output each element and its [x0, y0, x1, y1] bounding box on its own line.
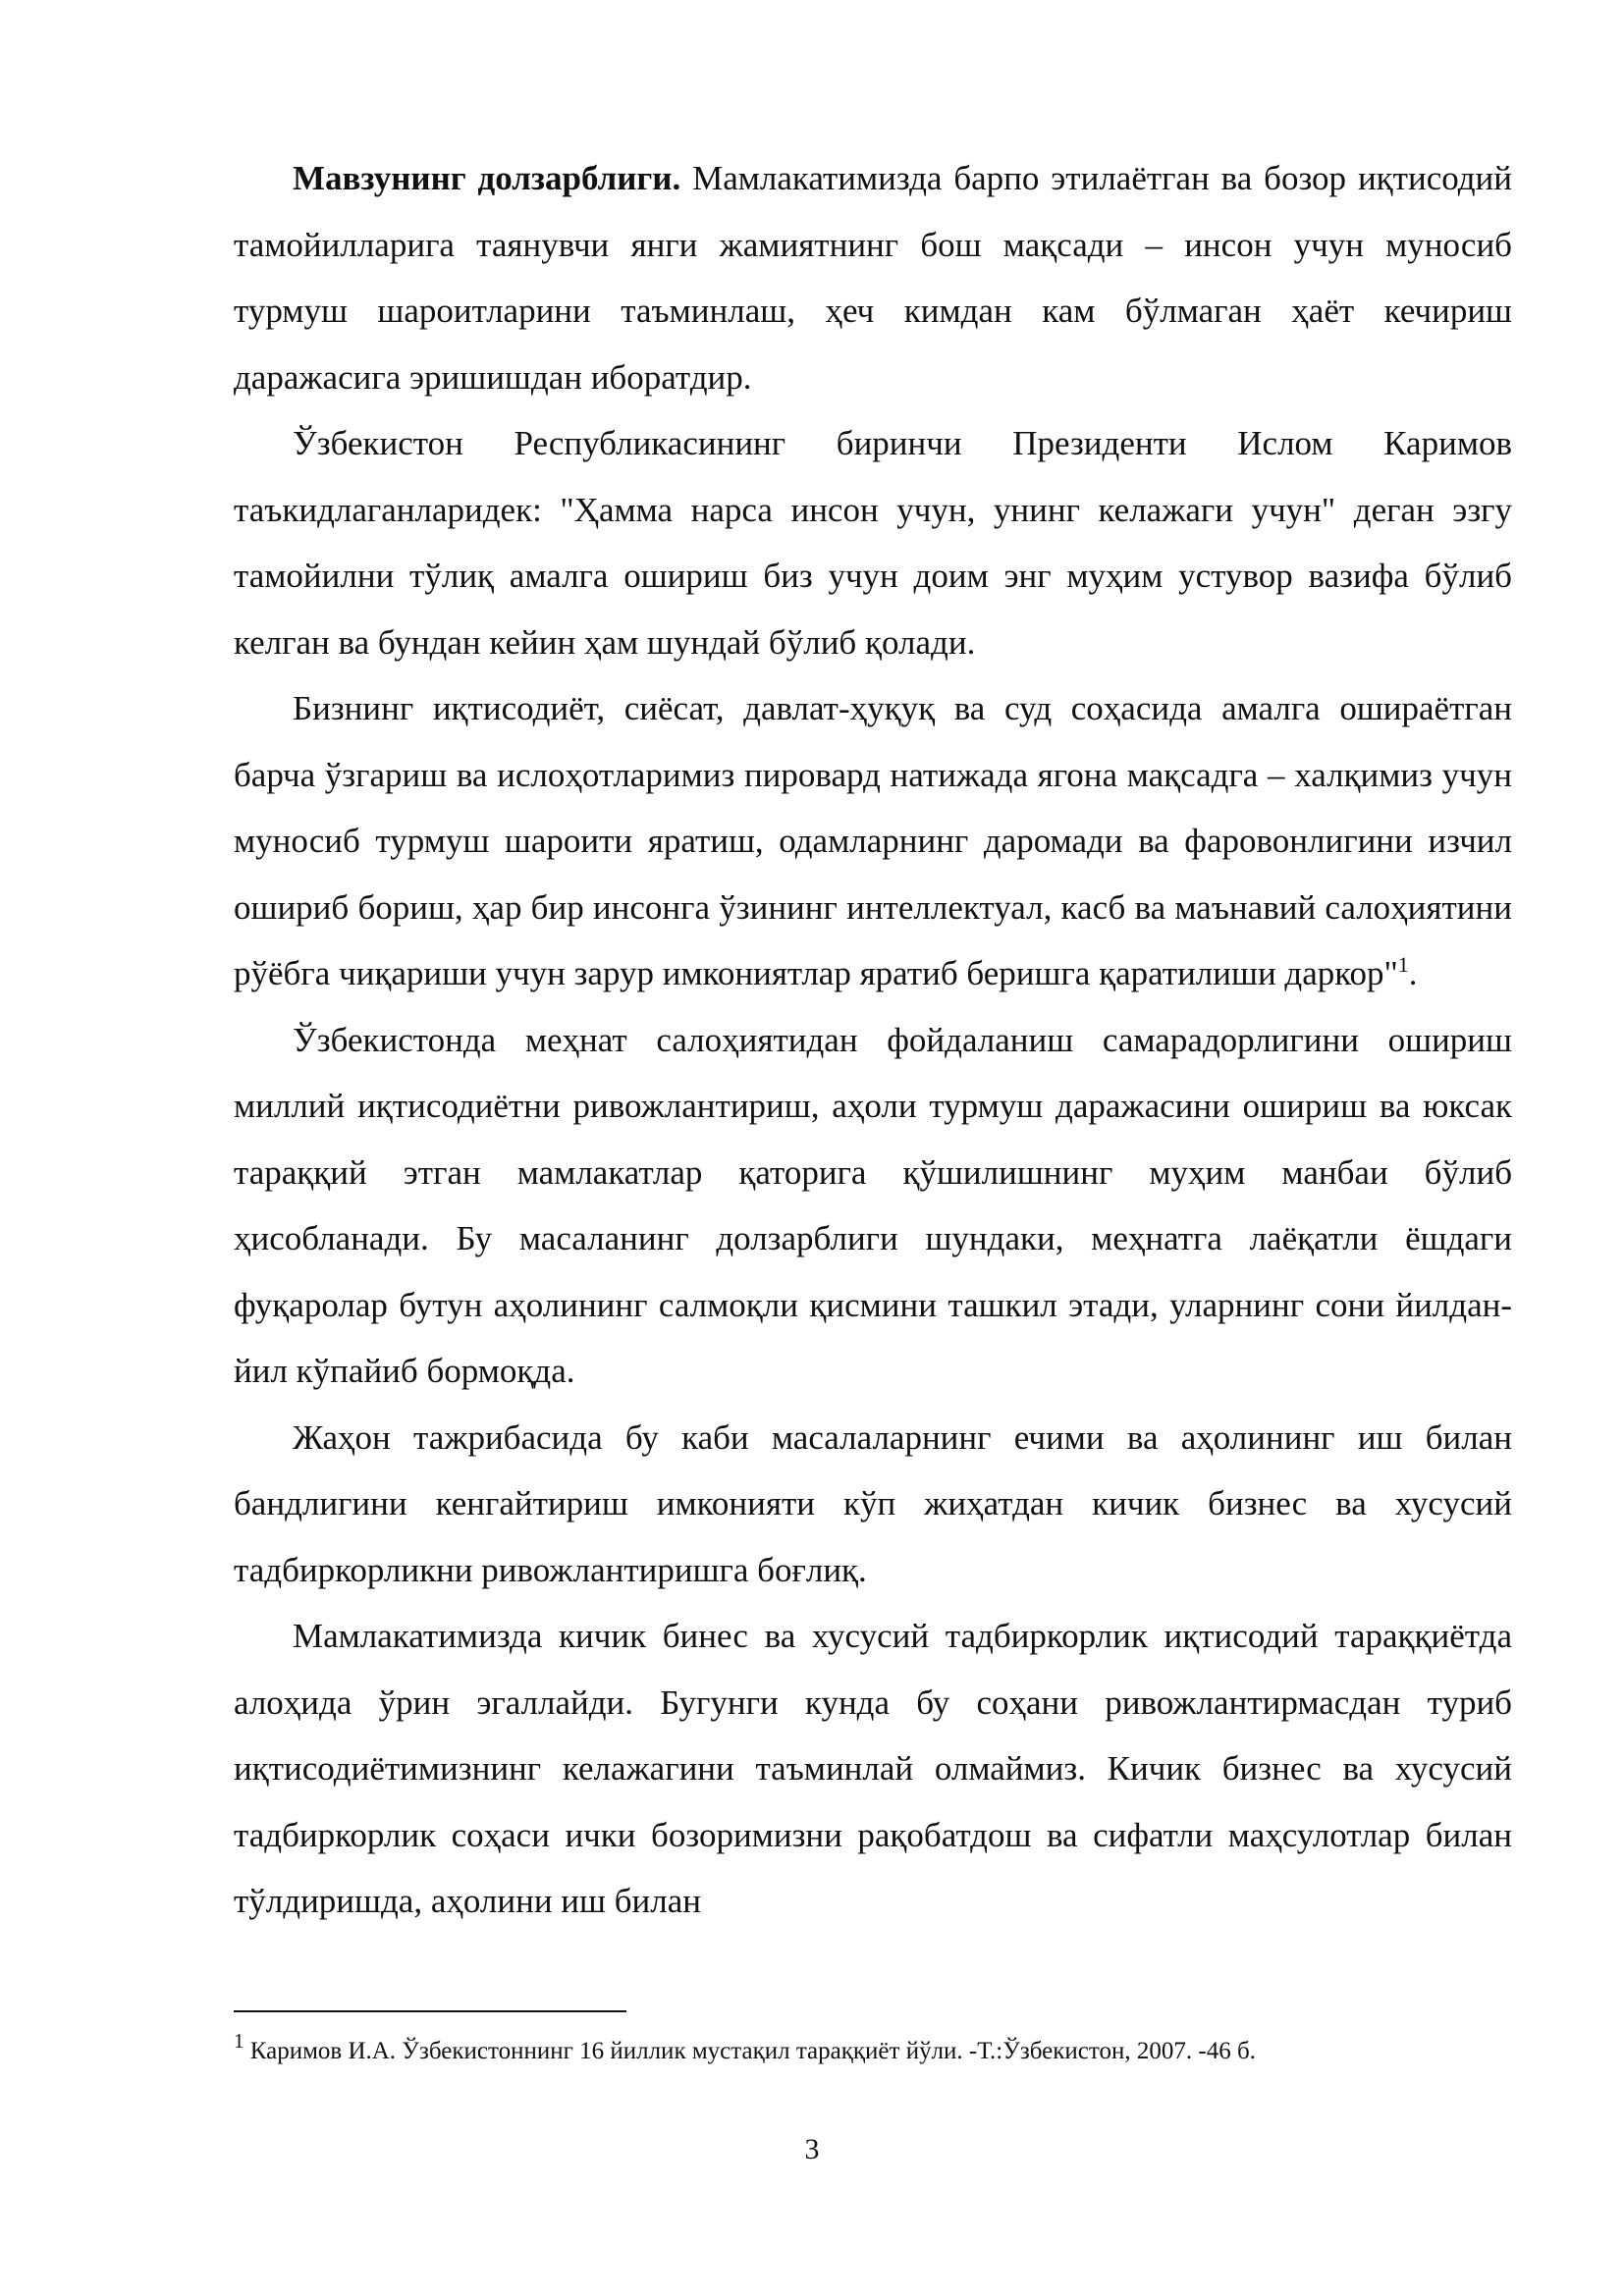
footnote-number: 1 — [234, 2029, 244, 2053]
body-text — [234, 145, 1512, 1935]
paragraph-text: Мамлакатимизда кичик бинес ва хусусий тадбиркорлик иқтисодий тараққиётда алоҳида ўрин эгаллайди. Бугунги кунда бу соҳани ривожлантирмасдан туриб иқтисодиётимизнинг келажагини таъминлай олмаймиз. Кичик бизнес ва хусусий тадбиркорлик соҳаси ички бозоримизни рақобатдош ва сифатли маҳсулотлар билан тўлдиришда, аҳолини иш билан — [234, 1617, 1512, 1920]
paragraph-reforms — [234, 675, 1512, 1007]
footnote-separator — [234, 2010, 626, 2012]
footnote-text: Каримов И.А. Ўзбекистоннинг 16 йиллик мустақил тараққиёт йўли. -Т.:Ўзбекистон, 2007. -46 б. — [244, 2038, 1256, 2064]
paragraph-president-quote — [234, 410, 1512, 675]
footnote-reference[interactable]: 1 — [1397, 952, 1409, 977]
paragraph-text: Жаҳон тажрибасида бу каби масалаларнинг ечими ва аҳолининг иш билан бандлигини кенгайтириш имконияти кўп жиҳатдан кичик бизнес ва хусусий тадбиркорликни ривожлантиришга боғлиқ. — [234, 1417, 1512, 1589]
paragraph-text: Бизнинг иқтисодиёт, сиёсат, давлат-ҳуқуқ ва суд соҳасида амалга ошираётган барча ўзгариш ва ислоҳотларимиз пировард натижада ягона мақсадга – халқимиз учун муносиб турмуш шароити яратиш, одамларнинг даромади ва фаровонлигини изчил ошириб бориш, ҳар бир инсонга ўзининг интеллектуал, касб ва маънавий салоҳиятини рўёбга чиқариши учун зарур имкониятлар яратиб беришга қаратилиши даркор" — [234, 689, 1512, 992]
paragraph-labor-potential — [234, 1007, 1512, 1405]
section-heading-relevance: Мавзунинг долзарблиги. — [293, 159, 681, 197]
paragraph-text: Ўзбекистон Республикасининг биринчи Президенти Ислом Каримов таъкидлаганларидек: "Ҳамма нарса инсон учун, унинг келажаги учун" деган эзгу тамойилни тўлиқ амалга ошириш биз учун доим энг муҳим устувор вазифа бўлиб келган ва бундан кейин ҳам шундай бўлиб қолади. — [234, 424, 1512, 662]
paragraph-tail: . — [1408, 954, 1418, 992]
paragraph-text: Мамлакатимизда барпо этилаётган ва бозор иқтисодий тамойилларига таянувчи янги жамиятнинг бош мақсади – инсон учун муносиб турмуш шароитларини таъминлаш, ҳеч кимдан кам бўлмаган ҳаёт кечириш даражасига эришишдан иборатдир. — [234, 159, 1512, 397]
paragraph-world-experience — [234, 1405, 1512, 1604]
footnote — [234, 2029, 1520, 2069]
paragraph-small-business — [234, 1603, 1512, 1935]
paragraph-text: Ўзбекистонда меҳнат салоҳиятидан фойдаланиш самарадорлигини ошириш миллий иқтисодиётни ривожлантириш, аҳоли турмуш даражасини ошириш ва юксак тараққий этган мамлакатлар қаторига қўшилишнинг муҳим манбаи бўлиб ҳисобланади. Бу масаланинг долзарблиги шундаки, меҳнатга лаёқатли ёшдаги фуқаролар бутун аҳолининг салмоқли қисмини ташкил этади, уларнинг сони йилдан-йил кўпайиб бормоқда. — [234, 1020, 1512, 1390]
paragraph-relevance — [234, 145, 1512, 410]
page-number: 3 — [804, 2133, 820, 2165]
